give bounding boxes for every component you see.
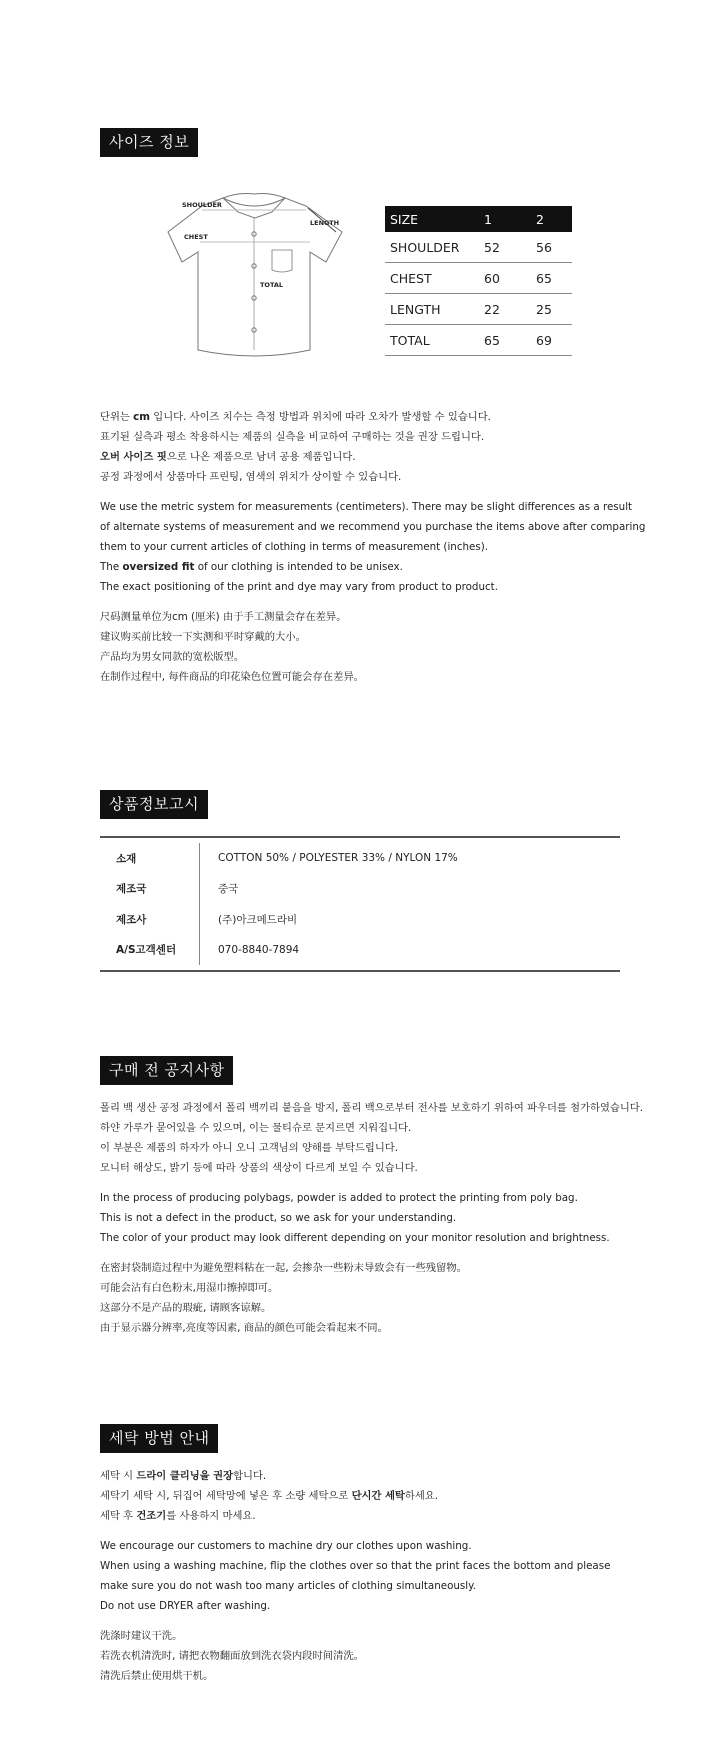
size-note-en-1: We use the metric system for measurements (centimeters). There may be slight differences as a result	[100, 501, 633, 513]
wash-zh-1: 洗涤时建议干洗。	[100, 1630, 183, 1642]
size-note-zh-1: 尺码测量单位为cm (厘米) 由于手工测量会存在差异。	[100, 611, 347, 623]
info-key: 제조사	[116, 913, 147, 926]
info-value: 중국	[218, 883, 239, 896]
size-note-zh-2: 建议购买前比较一下实测和平时穿戴的大小。	[100, 631, 306, 643]
size-note-en-2: of alternate systems of measurement and we recommend you purchase the items above after comparing	[100, 521, 646, 533]
size-2-value: 56	[528, 232, 572, 263]
notice-ko-3: 이 부분은 제품의 하자가 아니 오니 고객님의 양해를 부탁드립니다.	[100, 1142, 399, 1154]
size-table	[385, 206, 572, 356]
length-label: LENGTH	[310, 219, 340, 227]
wash-en-2: When using a washing machine, flip the clothes over so that the print faces the bottom and please	[100, 1560, 611, 1572]
divider	[199, 843, 200, 874]
measure-name: LENGTH	[385, 294, 474, 325]
size-header-cell: 2	[528, 206, 572, 232]
info-section-title: 상품정보고시	[100, 790, 208, 819]
measure-name: SHOULDER	[385, 232, 474, 263]
size-1-value: 65	[474, 325, 528, 356]
info-key: 소재	[116, 852, 137, 865]
info-value: (주)아크메드라비	[218, 913, 298, 926]
size-table-header	[385, 206, 572, 232]
notice-zh-4: 由于显示器分辨率,亮度等因素, 商品的颜色可能会看起来不同。	[100, 1322, 388, 1334]
wash-notes	[100, 1466, 610, 1686]
size-note-ko-4: 공정 과정에서 상품마다 프린팅, 염색의 위치가 상이할 수 있습니다.	[100, 471, 402, 483]
table-row	[385, 325, 572, 356]
table-row	[100, 843, 620, 874]
table-row	[100, 935, 620, 966]
size-header-cell: 1	[474, 206, 528, 232]
size-2-value: 69	[528, 325, 572, 356]
wash-en-3: make sure you do not wash too many articles of clothing simultaneously.	[100, 1580, 477, 1592]
total-label: TOTAL	[260, 281, 284, 289]
size-note-ko-1: 단위는 cm 입니다. 사이즈 치수는 측정 방법과 위치에 따라 오차가 발생할 수 있습니다.	[100, 411, 491, 423]
table-row	[385, 263, 572, 294]
measure-name: TOTAL	[385, 325, 474, 356]
notice-en-2: This is not a defect in the product, so we ask for your understanding.	[100, 1212, 457, 1224]
notice-ko-2: 하얀 가루가 묻어있을 수 있으며, 이는 물티슈로 문지르면 지워집니다.	[100, 1122, 412, 1134]
product-info-table	[100, 836, 620, 972]
wash-ko-2: 세탁기 세탁 시, 뒤집어 세탁망에 넣은 후 소량 세탁으로 단시간 세탁하세요.	[100, 1490, 439, 1502]
size-section-title: 사이즈 정보	[100, 128, 198, 157]
notice-ko-1: 폴리 백 생산 공정 과정에서 폴리 백끼리 붙음을 방지, 폴리 백으로부터 전사를 보호하기 위하여 파우더를 첨가하였습니다.	[100, 1102, 644, 1114]
table-row	[385, 232, 572, 263]
notice-section-title: 구매 전 공지사항	[100, 1056, 233, 1085]
info-value: 070-8840-7894	[218, 943, 300, 956]
table-row	[100, 874, 620, 905]
size-2-value: 25	[528, 294, 572, 325]
table-row	[385, 294, 572, 325]
size-1-value: 22	[474, 294, 528, 325]
table-row	[100, 904, 620, 935]
wash-section-title: 세탁 방법 안내	[100, 1424, 218, 1453]
wash-ko-1: 세탁 시 드라이 클리닝을 권장합니다.	[100, 1470, 267, 1482]
notice-ko-4: 모니터 해상도, 밝기 등에 따라 상품의 색상이 다르게 보일 수 있습니다.	[100, 1162, 418, 1174]
notice-zh-2: 可能会沾有白色粉末,用湿巾擦掉即可。	[100, 1282, 279, 1294]
divider	[199, 904, 200, 935]
divider	[199, 874, 200, 905]
info-key: A/S고객센터	[116, 944, 177, 957]
notice-zh-3: 这部分不是产品的瑕疵, 请顾客谅解。	[100, 1302, 272, 1314]
size-note-en-4: The oversized fit of our clothing is intended to be unisex.	[100, 561, 403, 573]
chest-label: CHEST	[184, 233, 208, 241]
notice-en-3: The color of your product may look different depending on your monitor resolution and brightness.	[100, 1232, 610, 1244]
size-2-value: 65	[528, 263, 572, 294]
size-note-ko-2: 표기된 실측과 평소 착용하시는 제품의 실측을 비교하여 구매하는 것을 권장 드립니다.	[100, 431, 485, 443]
shirt-size-diagram	[160, 190, 350, 370]
measure-name: CHEST	[385, 263, 474, 294]
size-1-value: 52	[474, 232, 528, 263]
wash-zh-2: 若洗衣机清洗时, 请把衣物翻面放到洗衣袋内段时间清洗。	[100, 1650, 364, 1662]
size-header-cell: SIZE	[385, 206, 474, 232]
wash-en-4: Do not use DRYER after washing.	[100, 1600, 271, 1612]
size-note-zh-4: 在制作过程中, 每件商品的印花染色位置可能会存在差异。	[100, 671, 364, 683]
info-key: 제조국	[116, 883, 147, 896]
info-value: COTTON 50% / POLYESTER 33% / NYLON 17%	[218, 852, 458, 865]
shoulder-label: SHOULDER	[182, 201, 222, 209]
notice-notes	[100, 1098, 643, 1338]
size-note-zh-3: 产品均为男女同款的宽松版型。	[100, 651, 245, 663]
size-1-value: 60	[474, 263, 528, 294]
notice-en-1: In the process of producing polybags, powder is added to protect the printing from poly bag.	[100, 1192, 578, 1204]
notice-zh-1: 在密封袋制造过程中为避免塑料粘在一起, 会掺杂一些粉末导致会有一些残留物。	[100, 1262, 467, 1274]
size-note-en-3: them to your current articles of clothing in terms of measurement (inches).	[100, 541, 489, 553]
wash-en-1: We encourage our customers to machine dry our clothes upon washing.	[100, 1540, 472, 1552]
divider	[199, 935, 200, 966]
size-note-en-5: The exact positioning of the print and dye may vary from product to product.	[100, 581, 498, 593]
wash-ko-3: 세탁 후 건조기를 사용하지 마세요.	[100, 1510, 256, 1522]
size-note-ko-3: 오버 사이즈 핏으로 나온 제품으로 남녀 공용 제품입니다.	[100, 451, 356, 463]
size-notes	[100, 407, 645, 687]
wash-zh-3: 清洗后禁止使用烘干机。	[100, 1670, 214, 1682]
